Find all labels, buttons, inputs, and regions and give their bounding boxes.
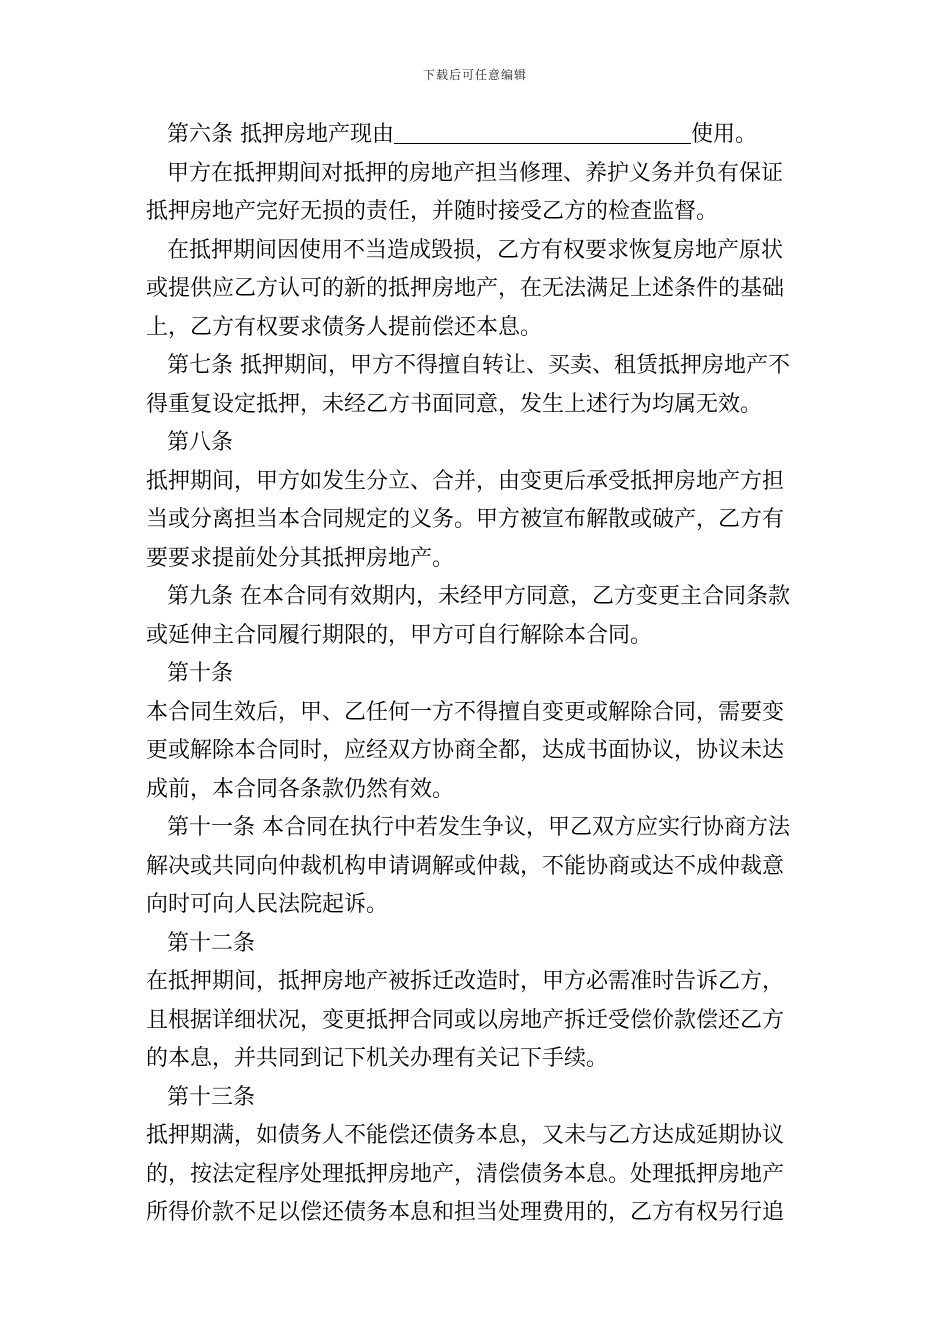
article-6-suffix: 使用。 xyxy=(691,122,758,147)
text-line: 上，乙方有权要求债务人提前偿还本息。 xyxy=(146,314,543,340)
fill-in-blank xyxy=(394,121,691,144)
text-line: 解决或共同向仲裁机构申请调解或仲裁，不能协商或达不成仲裁意 xyxy=(146,853,785,879)
text-line: 更或解除本合同时，应经双方协商全都，达成书面协议，协议未达 xyxy=(146,738,785,763)
article-8-heading: 第八条 xyxy=(167,430,234,455)
article-12-heading: 第十二条 xyxy=(167,930,256,956)
article-6-line xyxy=(146,116,808,155)
text-line: 当或分离担当本合同规定的义务。甲方被宣布解散或破产，乙方有 xyxy=(146,507,785,532)
text-line: 或延伸主合同履行期限的，甲方可自行解除本合同。 xyxy=(146,622,653,648)
text-line: 在抵押期间，抵押房地产被拆迁改造时，甲方必需准时告诉乙方， xyxy=(146,969,785,994)
text-line: 所得价款不足以偿还债务本息和担当处理费用的，乙方有权另行追 xyxy=(146,1200,785,1225)
text-line: 抵押期间，甲方如发生分立、合并，由变更后承受抵押房地产方担 xyxy=(146,468,785,494)
article-9-line: 第九条 在本合同有效期内，未经甲方同意，乙方变更主合同条款 xyxy=(167,584,790,609)
article-11-line: 第十一条 本合同在执行中若发生争议，甲乙双方应实行协商方法 xyxy=(167,815,790,840)
text-line: 的，按法定程序处理抵押房地产，清偿债务本息。处理抵押房地产 xyxy=(146,1161,785,1187)
text-line: 或提供应乙方认可的新的抵押房地产，在无法满足上述条件的基础 xyxy=(146,276,785,301)
article-10-heading: 第十条 xyxy=(167,661,234,686)
text-line: 向时可向人民法院起诉。 xyxy=(146,892,389,917)
text-line: 且根据详细状况，变更抵押合同或以房地产拆迁受偿价款偿还乙方 xyxy=(146,1007,785,1033)
text-line: 抵押房地产完好无损的责任，并随时接受乙方的检查监督。 xyxy=(146,199,719,224)
text-line: 的本息，并共同到记下机关办理有关记下手续。 xyxy=(146,1046,609,1071)
article-7-line: 第七条 抵押期间，甲方不得擅自转让、买卖、租赁抵押房地产不 xyxy=(167,353,790,378)
text-line: 要要求提前处分其抵押房地产。 xyxy=(146,545,455,571)
text-line: 抵押期满，如债务人不能偿还债务本息，又未与乙方达成延期协议 xyxy=(146,1123,785,1148)
text-line: 在抵押期间因使用不当造成毁损，乙方有权要求恢复房地产原状 xyxy=(167,237,784,263)
text-line: 得重复设定抵押，未经乙方书面同意，发生上述行为均属无效。 xyxy=(146,391,763,417)
text-line: 成前，本合同各条款仍然有效。 xyxy=(146,776,455,802)
text-line: 甲方在抵押期间对抵押的房地产担当修理、养护义务并负有保证 xyxy=(167,160,784,186)
article-13-heading: 第十三条 xyxy=(167,1084,256,1110)
text-line: 本合同生效后，甲、乙任何一方不得擅自变更或解除合同，需要变 xyxy=(146,699,785,725)
document-body xyxy=(146,116,808,1233)
page-header: 下载后可任意编辑 xyxy=(422,68,527,82)
article-6-prefix: 第六条 抵押房地产现由 xyxy=(167,122,394,147)
